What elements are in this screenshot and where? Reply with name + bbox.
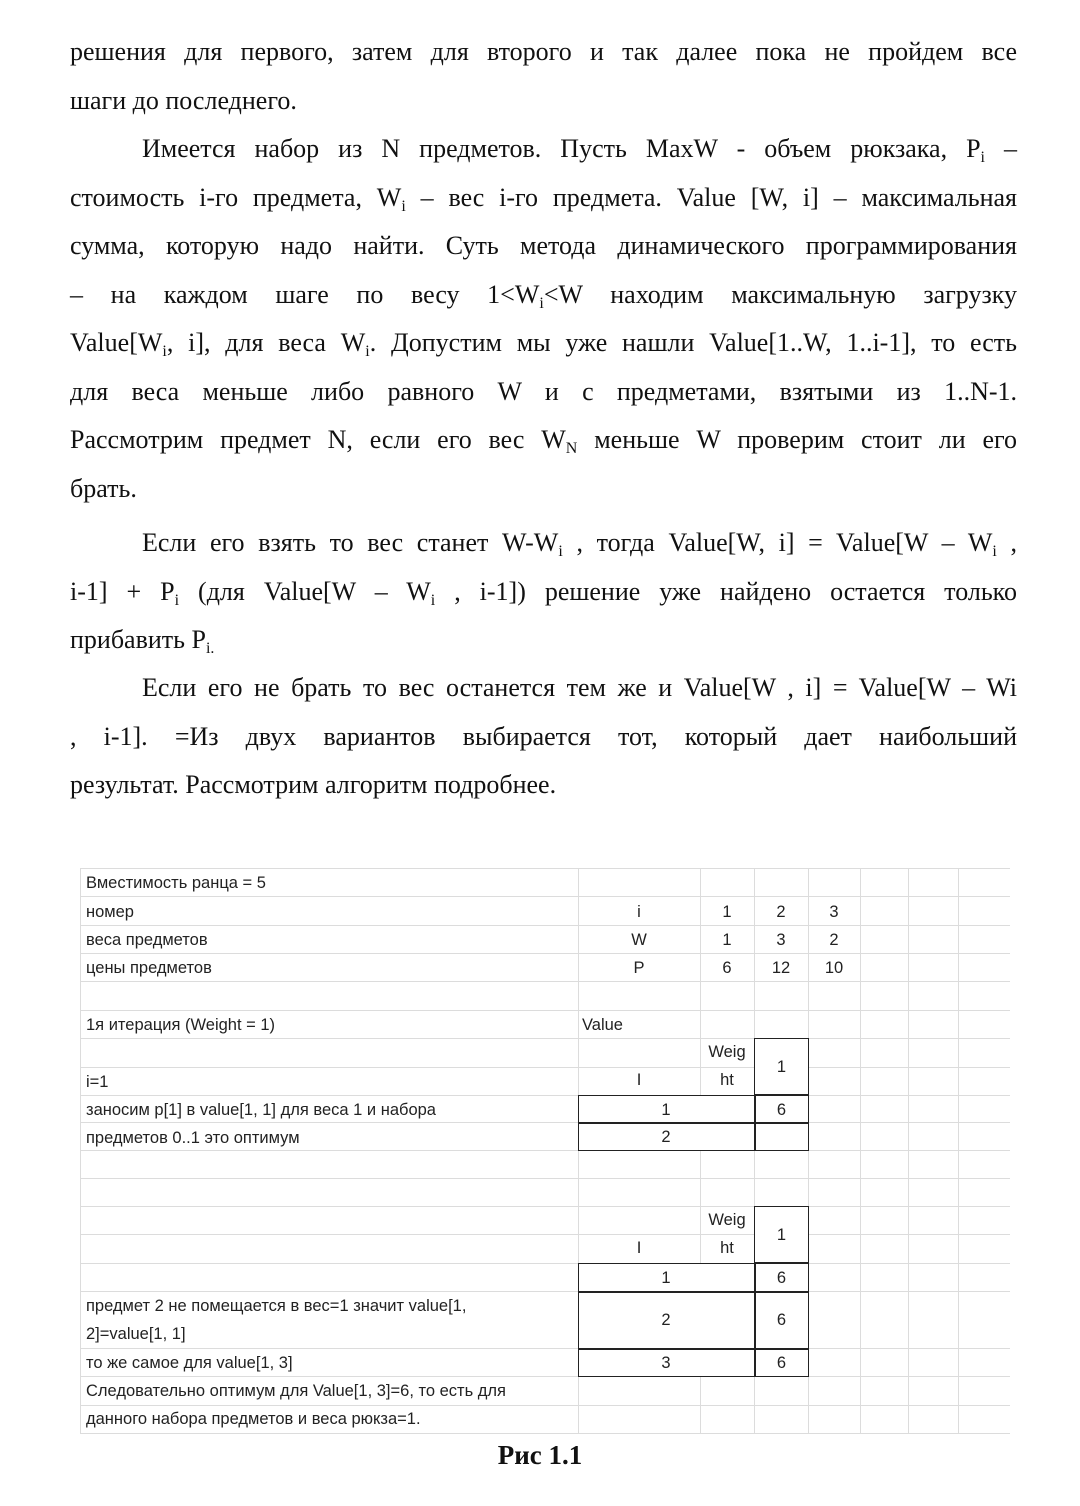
price-cell: 10 bbox=[824, 959, 844, 977]
weight-value: 1 bbox=[776, 1058, 787, 1076]
text-line: стоимость i-го предмета, $W_i$ – вес i-го предмета. Value [W, i] – максимальная bbox=[70, 182, 1017, 215]
table-cell: 1 bbox=[661, 1101, 671, 1119]
text-line: брать. bbox=[70, 473, 137, 503]
weight-value: 1 bbox=[776, 1226, 787, 1244]
text-line: $Value[W_i$, i], для веса $W_i$. Допустим мы уже нашли Value[1..W, 1..i-1], то есть bbox=[70, 328, 1018, 360]
prices-row-label: цены предметов bbox=[86, 959, 212, 977]
index-header: I bbox=[636, 1071, 642, 1089]
weight-cell: 3 bbox=[776, 931, 786, 949]
note-line: предметов 0..1 это оптимум bbox=[86, 1129, 300, 1147]
table-cell: 1 bbox=[661, 1269, 671, 1287]
text-line: $i-1] + P_i$ (для Value[W – $W_i$ , i-1]) решение уже найдено остается только bbox=[70, 576, 1017, 609]
weight-header-top: Weig bbox=[708, 1211, 746, 1229]
table-cell: 6 bbox=[776, 1354, 787, 1372]
weight-header-bottom: ht bbox=[720, 1239, 734, 1257]
note-line: то же самое для value[1, 3] bbox=[86, 1354, 293, 1372]
paragraph-2 bbox=[70, 125, 1017, 513]
number-cell: 1 bbox=[722, 903, 732, 921]
price-cell: 6 bbox=[722, 959, 732, 977]
text-line: прибавить $P_{i.}$ bbox=[70, 625, 215, 657]
text-line: решения для первого, затем для второго и так далее пока не пройдем все bbox=[70, 37, 1017, 66]
figure-caption: Рис 1.1 bbox=[497, 1440, 583, 1470]
text-line: – на каждом шаге по весу $1<W_i<W$ находим максимальную загрузку bbox=[70, 279, 1017, 312]
number-row-label: номер bbox=[86, 903, 134, 921]
weight-cell: 1 bbox=[722, 931, 732, 949]
text-line: Имеется набор из N предметов. Пусть MaxW - объем рюкзака, $P_i$ – bbox=[142, 134, 1018, 166]
iteration-label: 1я итерация (Weight = 1) bbox=[86, 1016, 276, 1034]
weights-row-label: веса предметов bbox=[86, 931, 208, 949]
prices-key: P bbox=[633, 959, 645, 977]
table-cell: 6 bbox=[776, 1101, 787, 1119]
i-equals-label: i=1 bbox=[86, 1073, 109, 1091]
table-cell: 3 bbox=[661, 1354, 671, 1372]
note-line: 2]=value[1, 1] bbox=[86, 1325, 186, 1343]
index-header: I bbox=[636, 1239, 642, 1257]
weight-header-top: Weig bbox=[708, 1043, 746, 1061]
table-cell: 6 bbox=[776, 1311, 787, 1329]
text-line: результат. Рассмотрим алгоритм подробнее. bbox=[70, 770, 557, 799]
capacity-label: Вместимость ранца = 5 bbox=[86, 874, 266, 892]
number-cell: 2 bbox=[776, 903, 786, 921]
note-line: заносим p[1] в value[1, 1] для веса 1 и набора bbox=[86, 1101, 436, 1119]
spreadsheet-figure bbox=[80, 868, 1010, 1434]
text-line: сумма, которую надо найти. Суть метода динамического программирования bbox=[70, 231, 1017, 260]
text-line: , i-1]. =Из двух вариантов выбирается тот, который дает наибольший bbox=[70, 721, 1017, 751]
weights-key: W bbox=[631, 931, 647, 949]
weight-cell: 2 bbox=[829, 931, 839, 949]
text-line: Если его не брать то вес останется тем же и Value[W , i] = Value[W – Wi bbox=[142, 673, 1017, 702]
table-cell: 2 bbox=[661, 1128, 671, 1146]
text-line: для веса меньше либо равного W и с предметами, взятыми из 1..N-1. bbox=[70, 376, 1017, 406]
text-line: Рассмотрим предмет N, если его вес $W_N$ меньше W проверим стоит ли его bbox=[70, 425, 1017, 457]
number-key: i bbox=[637, 903, 641, 921]
conclusion-line: данного набора предметов и веса рюкза=1. bbox=[86, 1410, 421, 1428]
note-line: предмет 2 не помещается в вес=1 значит value[1, bbox=[86, 1297, 467, 1315]
price-cell: 12 bbox=[771, 959, 791, 977]
value-label: Value bbox=[582, 1016, 623, 1034]
number-cell: 3 bbox=[829, 903, 839, 921]
conclusion-line: Следовательно оптимум для Value[1, 3]=6, то есть для bbox=[86, 1382, 506, 1400]
paragraph-4 bbox=[70, 664, 1017, 810]
table-cell: 6 bbox=[776, 1269, 787, 1287]
table-cell: 2 bbox=[661, 1311, 671, 1329]
text-line: Если его взять то вес станет $W-W_i$ , тогда Value[W, i] = Value[W – $W_i$ , bbox=[142, 528, 1017, 560]
paragraph-1 bbox=[70, 28, 1017, 125]
paragraph-3 bbox=[70, 519, 1017, 665]
weight-header-bottom: ht bbox=[720, 1071, 734, 1089]
text-line: шаги до последнего. bbox=[70, 85, 297, 115]
